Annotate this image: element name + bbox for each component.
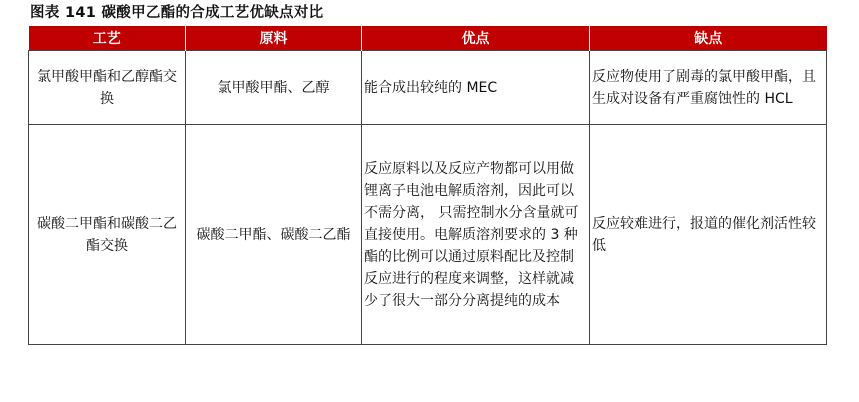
cell-materials: 碳酸二甲酯、碳酸二乙酯 [186,125,362,345]
cell-cons: 反应物使用了剧毒的氯甲酸甲酯，且生成对设备有严重腐蚀性的 HCL [590,51,827,125]
cell-cons: 反应较难进行，报道的催化剂活性较低 [590,125,827,345]
table-row [29,51,827,125]
table-header-row [29,26,827,51]
cell-pros: 反应原料以及反应产物都可以用做锂离子电池电解质溶剂，因此可以不需分离， 只需控制水分含量就可直接使用。电解质溶剂要求的 3 种酯的比例可以通过原料配比及控制反应进行的程度来调整，这样就减少了很大一部分分离提纯的成本 [362,125,590,345]
header-cons: 缺点 [590,26,827,51]
comparison-table [28,26,827,345]
table-row [29,125,827,345]
cell-pros: 能合成出较纯的 MEC [362,51,590,125]
header-materials: 原料 [186,26,362,51]
header-pros: 优点 [362,26,590,51]
cell-process: 氯甲酸甲酯和乙醇酯交换 [29,51,186,125]
cell-process: 碳酸二甲酯和碳酸二乙酯交换 [29,125,186,345]
cell-materials: 氯甲酸甲酯、乙醇 [186,51,362,125]
figure-title: 图表 141 碳酸甲乙酯的合成工艺优缺点对比 [30,5,324,21]
header-process: 工艺 [29,26,186,51]
